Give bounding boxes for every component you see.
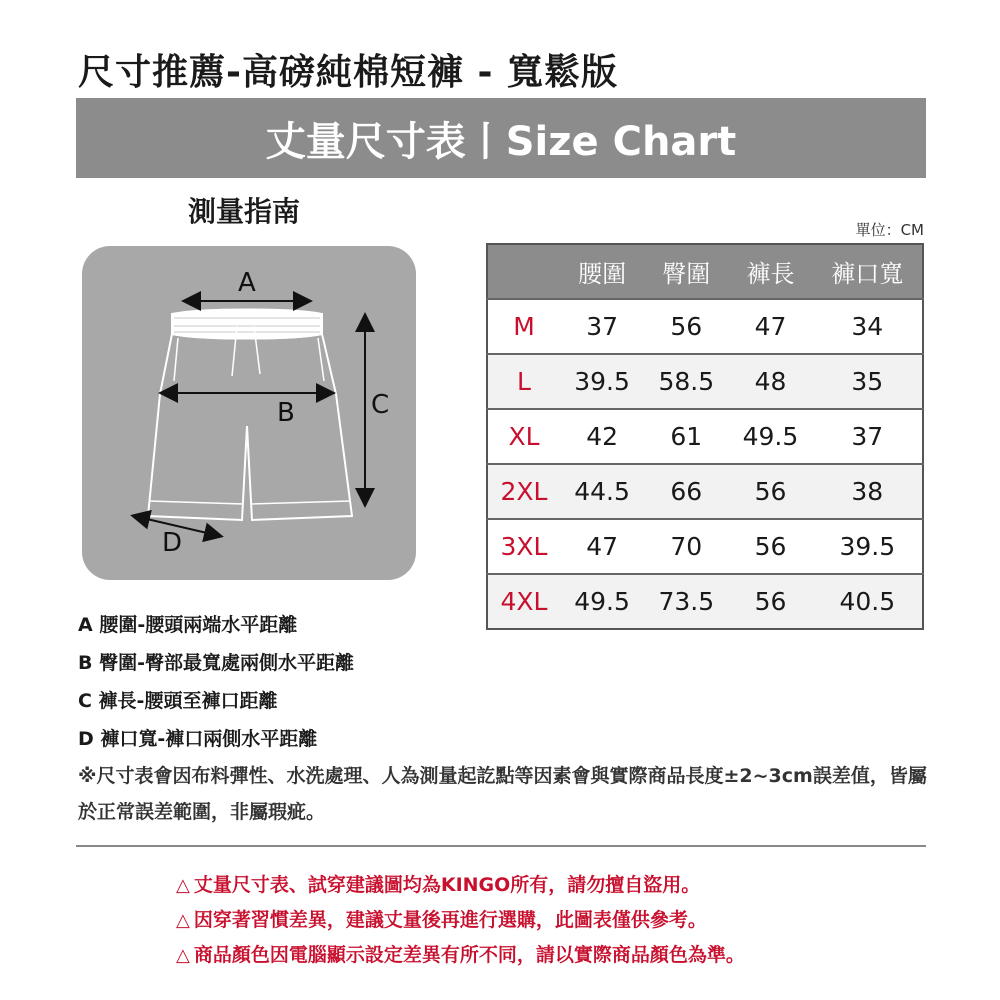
table-cell: 70 [644,519,728,574]
table-header-length: 褲長 [728,244,812,299]
warning-text: 丈量尺寸表、試穿建議圖均為KINGO所有，請勿擅自盜用。 [193,874,701,896]
warnings [176,868,745,973]
size-cell: XL [487,409,560,464]
label-b: B [277,398,295,428]
table-cell: 34 [813,299,923,354]
warning-triangle-icon: △ [176,945,190,966]
legend-item-b: B 臀圍-臀部最寬處兩側水平距離 [78,652,354,674]
table-cell: 48 [728,354,812,409]
size-cell: 2XL [487,464,560,519]
tolerance-note: ※尺寸表會因布料彈性、水洗處理、人為測量起訖點等因素會與實際商品長度±2~3cm誤差值，皆屬於正常誤差範圍，非屬瑕疵。 [78,765,927,823]
table-cell: 56 [644,299,728,354]
table-cell: 61 [644,409,728,464]
table-cell: 39.5 [560,354,644,409]
table-cell: 42 [560,409,644,464]
warning-item [176,868,745,903]
size-chart-banner [76,98,926,178]
warning-item [176,903,745,938]
table-header-hem: 褲口寬 [813,244,923,299]
table-row [487,574,923,629]
table-row [487,409,923,464]
warning-text: 商品顏色因電腦顯示設定差異有所不同，請以實際商品顏色為準。 [193,944,745,966]
table-cell: 58.5 [644,354,728,409]
warning-text: 因穿著習慣差異，建議丈量後再進行選購，此圖表僅供參考。 [193,909,707,931]
page-title: 尺寸推薦-高磅純棉短褲 - 寬鬆版 [78,52,618,93]
warning-triangle-icon: △ [176,910,190,931]
table-row [487,464,923,519]
size-table [486,243,924,630]
warning-triangle-icon: △ [176,875,190,896]
table-header-hip: 臀圍 [644,244,728,299]
label-c: C [371,390,390,420]
table-cell: 56 [728,574,812,629]
size-cell: M [487,299,560,354]
table-row [487,354,923,409]
table-header-row [487,244,923,299]
label-a: A [238,268,256,298]
table-header-waist: 腰圍 [560,244,644,299]
legend-item-d: D 褲口寬-褲口兩側水平距離 [78,728,318,750]
measurement-diagram [82,246,416,580]
table-cell: 38 [813,464,923,519]
legend-item-a: A 腰圍-腰頭兩端水平距離 [78,614,298,636]
legend-item-c: C 褲長-腰頭至褲口距離 [78,690,278,712]
label-d: D [162,528,183,558]
table-cell: 47 [560,519,644,574]
table-cell: 66 [644,464,728,519]
table-cell: 35 [813,354,923,409]
size-cell: L [487,354,560,409]
table-row [487,519,923,574]
table-row [487,299,923,354]
unit-label: 單位：CM [855,221,924,239]
table-cell: 44.5 [560,464,644,519]
table-cell: 40.5 [813,574,923,629]
table-cell: 49.5 [560,574,644,629]
table-header-size [487,244,560,299]
table-cell: 47 [728,299,812,354]
size-cell: 3XL [487,519,560,574]
measurement-guide-title: 測量指南 [188,195,301,228]
table-cell: 73.5 [644,574,728,629]
table-cell: 49.5 [728,409,812,464]
table-cell: 37 [813,409,923,464]
size-cell: 4XL [487,574,560,629]
table-cell: 56 [728,519,812,574]
divider [76,845,926,847]
banner-text: 丈量尺寸表丨Size Chart [265,118,737,165]
table-cell: 56 [728,464,812,519]
warning-item [176,938,745,973]
table-cell: 37 [560,299,644,354]
measurement-legend [78,606,354,758]
table-cell: 39.5 [813,519,923,574]
